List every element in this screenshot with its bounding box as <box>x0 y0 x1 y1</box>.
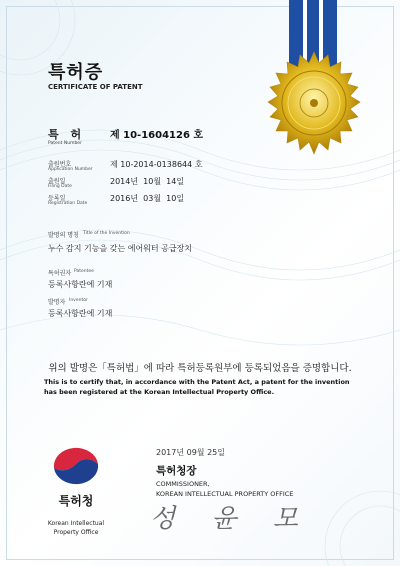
patentee-label-en: Patentee <box>74 269 94 274</box>
certification-text: 위의 발명은「특허법」에 따라 특허등록원부에 등록되었음을 증명합니다. <box>48 363 352 374</box>
patentee-label: 특허권자 <box>48 270 72 277</box>
invention-title-label-en: Title of the Invention <box>83 231 130 236</box>
commissioner-title: 특허청장 <box>156 465 197 477</box>
certificate-title: 특허증 <box>48 62 104 83</box>
certificate-title-en: CERTIFICATE OF PATENT <box>48 83 143 91</box>
inventor-value: 등록사항란에 기재 <box>48 309 113 318</box>
certification-text-en-line1: This is to certify that, in accordance with the Patent Act, a patent for the invention <box>44 378 350 386</box>
inventor-label-en: Inventor <box>69 298 88 303</box>
invention-title-label: 발명의 명칭 <box>48 232 79 239</box>
office-name-en-line1: Korean Intellectual <box>47 520 105 527</box>
commissioner-signature: 성 윤 모 <box>150 504 312 534</box>
certification-text-en-line2: has been registered at the Korean Intellectual Property Office. <box>44 388 275 396</box>
application-number-label-en: Application Number <box>48 167 93 172</box>
kipo-taegeuk-logo-icon <box>48 444 104 486</box>
patent-number-label: 특 허 <box>48 128 86 141</box>
application-number-value: 제 10-2014-0138644 호 <box>110 160 203 169</box>
patent-number-label-en: Patent Number <box>48 141 82 146</box>
office-name: 특허청 <box>58 494 94 508</box>
gold-seal <box>258 50 370 162</box>
commissioner-title-en-line1: COMMISSIONER, <box>156 480 210 488</box>
filing-date-value: 2014년 10월 14일 <box>110 177 185 186</box>
filing-date-label: 출원일 <box>48 178 66 185</box>
commissioner-title-en-line2: KOREAN INTELLECTUAL PROPERTY OFFICE <box>156 490 294 498</box>
inventor-label: 발명자 <box>48 299 66 306</box>
filing-date-label-en: Filing Date <box>48 184 72 189</box>
patentee-value: 등록사항란에 기재 <box>48 280 113 289</box>
invention-title-value: 누수 감지 기능을 갖는 에어워터 공급장치 <box>48 244 193 253</box>
registration-date-value: 2016년 03월 10일 <box>110 194 185 203</box>
application-number-label: 출원번호 <box>48 161 72 168</box>
patent-number-value: 제 10-1604126 호 <box>110 130 204 141</box>
issue-date: 2017년 09월 25일 <box>156 448 225 457</box>
registration-date-label: 등록일 <box>48 195 66 202</box>
office-name-en-line2: Property Office <box>53 529 99 536</box>
registration-date-label-en: Registration Date <box>48 201 88 206</box>
